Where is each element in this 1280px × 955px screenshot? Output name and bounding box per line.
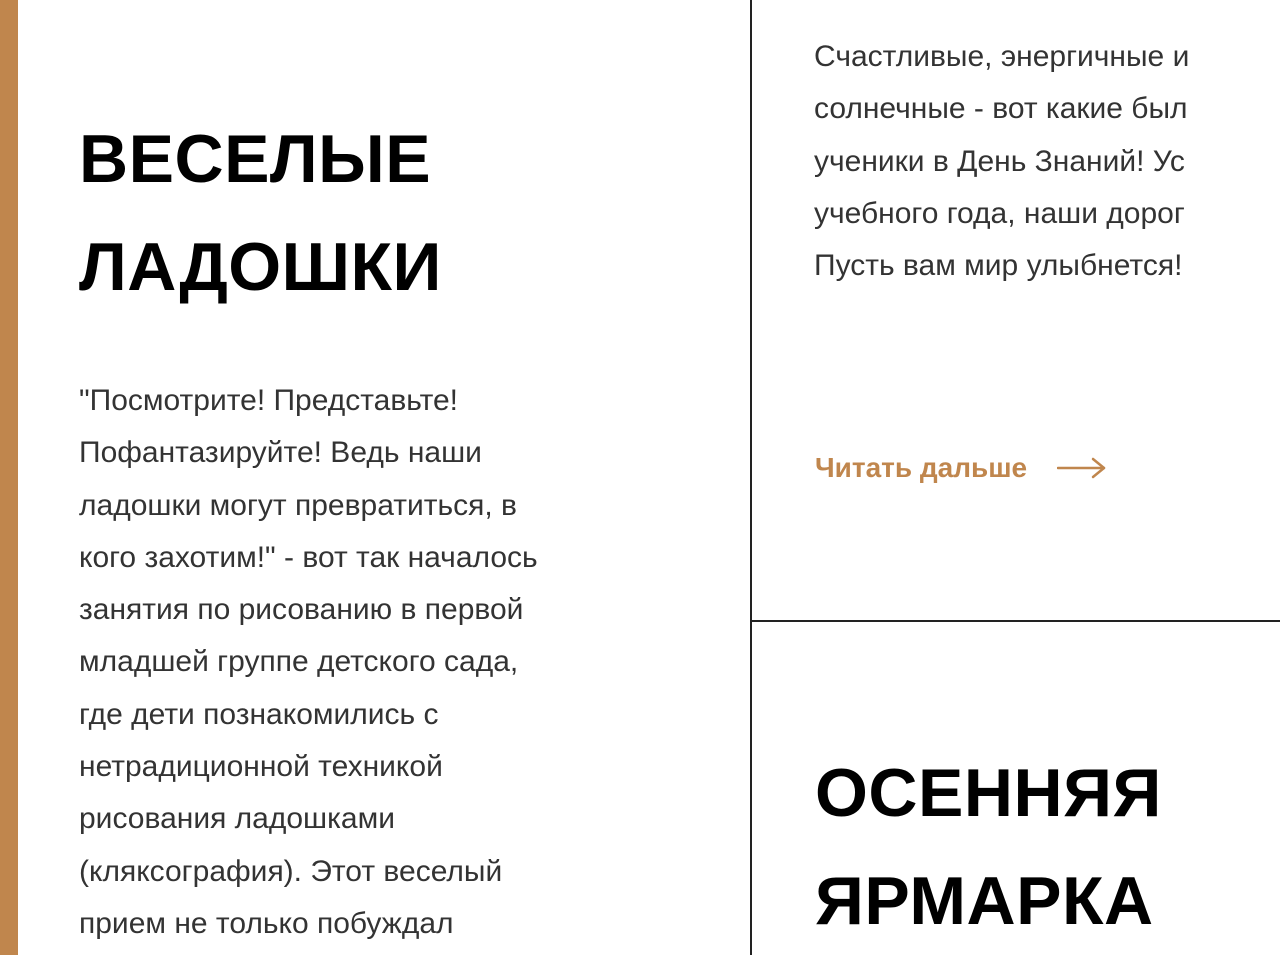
card-title: [815, 739, 1162, 955]
excerpt-line: младшей группе детского сада,: [79, 645, 519, 679]
arrow-right-icon: [1057, 456, 1107, 480]
news-card-osennyaya-yarmarka: [752, 622, 1280, 955]
excerpt-line: где дети познакомились с: [79, 697, 439, 731]
card-excerpt: [79, 375, 699, 950]
card-title-line: ЯРМАРКА: [815, 863, 1154, 939]
excerpt-line: нетрадиционной техникой: [79, 750, 443, 784]
accent-bar: [0, 0, 18, 955]
excerpt-line: кого захотим!" - вот так началось: [79, 540, 538, 574]
card-title-line: ВЕСЕЛЫЕ: [79, 121, 432, 197]
card-excerpt: [814, 31, 1189, 292]
card-title: [79, 105, 442, 321]
excerpt-line: "Посмотрите! Представьте!: [79, 384, 458, 417]
excerpt-line: солнечные - вот какие был: [814, 92, 1188, 126]
excerpt-line: Пусть вам мир улыбнется!: [814, 249, 1183, 283]
card-title-line: ОСЕННЯЯ: [815, 755, 1162, 831]
news-card-veselye-ladoshki: [18, 0, 751, 955]
excerpt-line: (кляксография). Этот веселый: [79, 854, 503, 888]
read-more-link[interactable]: [815, 446, 1107, 490]
excerpt-line: учебного года, наши дорог: [814, 196, 1185, 230]
news-card-den-znaniy: [752, 0, 1280, 620]
excerpt-line: ладошки могут превратиться, в: [79, 488, 517, 522]
excerpt-line: Счастливые, энергичные и: [814, 40, 1190, 73]
card-title-line: ЛАДОШКИ: [79, 229, 442, 305]
read-more-label: Читать дальше: [815, 452, 1028, 483]
excerpt-line: ученики в День Знаний! Ус: [814, 144, 1185, 178]
excerpt-line: Пофантазируйте! Ведь наши: [79, 436, 482, 470]
excerpt-line: занятия по рисованию в первой: [79, 593, 524, 627]
excerpt-line: прием не только побуждал: [79, 906, 454, 940]
excerpt-line: рисования ладошками: [79, 802, 395, 836]
